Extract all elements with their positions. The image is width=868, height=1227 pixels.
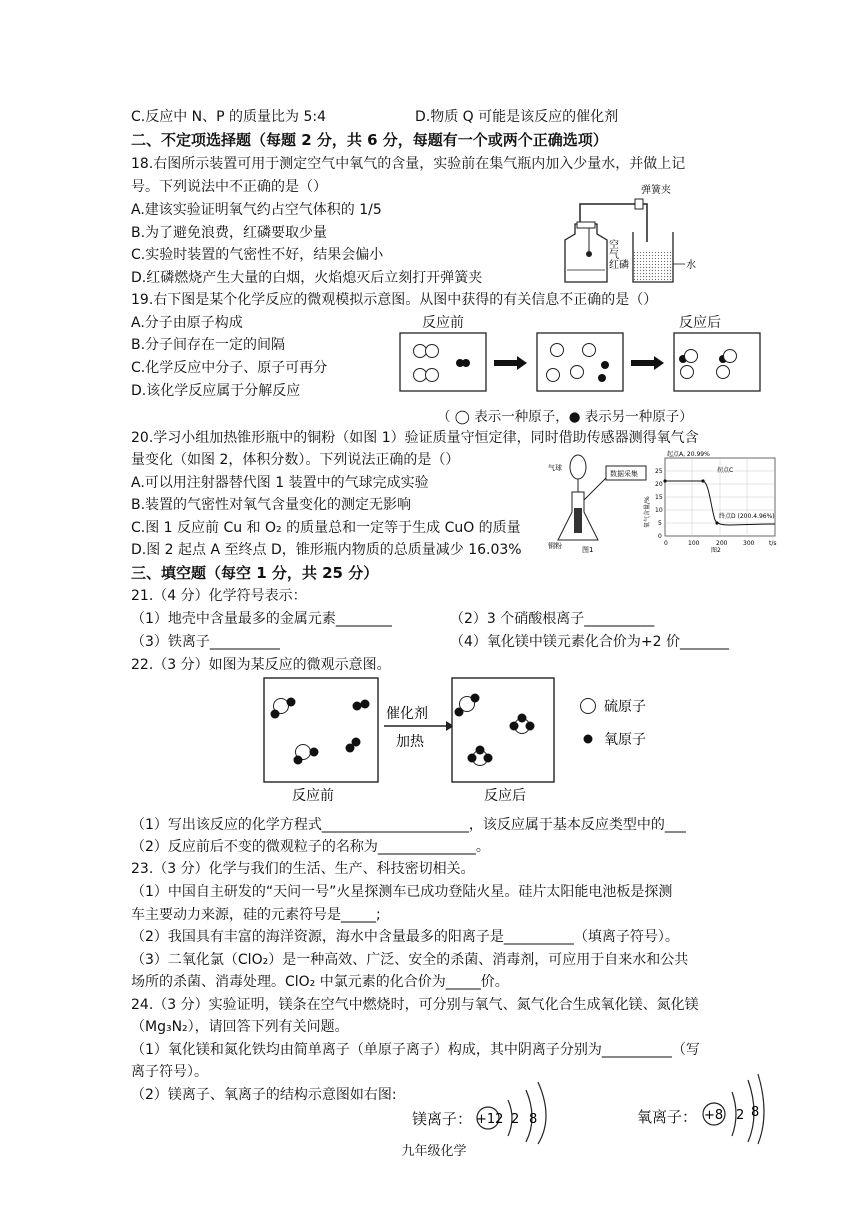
fig19-reaction-diagram (399, 332, 769, 394)
q21-stem: 21.（4 分）化学符号表示： (131, 588, 307, 604)
svg-text:图1: 图1 (582, 546, 594, 554)
svg-text:0: 0 (664, 540, 668, 547)
svg-text:铜粉: 铜粉 (548, 542, 562, 550)
svg-text:20: 20 (655, 481, 663, 488)
svg-text:终点D (200.4.96%): 终点D (200.4.96%) (719, 513, 775, 520)
svg-text:催化剂: 催化剂 (386, 706, 428, 722)
q24-stem-2: （Mg₃N₂），请回答下列有关问题。 (131, 1019, 349, 1035)
q18-stem-2: 号。下列说法中不正确的是（） (131, 179, 327, 195)
q17-option-d: D.物质 Q 可能是该反应的催化剂 (415, 109, 619, 125)
svg-text:拐点C: 拐点C (717, 467, 734, 474)
svg-text:t/s: t/s (769, 540, 777, 547)
q23-item-2: （2）我国具有丰富的海洋资源，海水中含量最多的阳离子是__________（填离子符号）。 (131, 929, 679, 945)
q20-option-b: B.装置的气密性对氧气含量变化的测定无影响 (131, 497, 412, 513)
svg-text:200: 200 (716, 540, 728, 547)
section-3-heading: 三、填空题（每空 1 分，共 25 分） (131, 564, 379, 582)
svg-text:反应前: 反应前 (292, 788, 334, 804)
svg-text:2: 2 (511, 1112, 520, 1127)
q23-item-3a: （3）二氧化氯（ClO₂）是一种高效、广泛、安全的杀菌、消毒剂，可应用于自来水和公共 (131, 952, 689, 968)
q18-option-a: A.建该实验证明氧气约占空气体积的 1/5 (131, 202, 382, 218)
q19-option-a: A.分子由原子构成 (131, 315, 243, 331)
fig19-box-before (400, 333, 486, 391)
fig19-after-label: 反应后 (679, 315, 721, 331)
q18-stem-1: 18.右图所示装置可用于测定空气中氧气的含量，实验前在集气瓶内加入少量水，并做上记 (131, 156, 686, 172)
page-footer: 九年级化学 (401, 1144, 467, 1159)
fig19-arrow-2 (631, 356, 664, 370)
svg-text:数据采集: 数据采集 (610, 470, 638, 478)
svg-text:氧原子: 氧原子 (604, 732, 646, 748)
svg-text:5: 5 (658, 520, 662, 527)
q20-stem-1: 20.学习小组加热锥形瓶中的铜粉（如图 1）验证质量守恒定律，同时借助传感器测得氧气含 (131, 430, 699, 446)
mg-ion-label: 镁离子： (412, 1110, 473, 1128)
q18-option-c: C.实验时装置的气密性不好，结果会偏小 (131, 247, 384, 263)
svg-text:红磷: 红磷 (609, 260, 629, 271)
fig22-box-after (452, 678, 554, 782)
q24-item-1b: 离子符号）。 (131, 1064, 208, 1080)
svg-text:0: 0 (658, 533, 662, 540)
q22-item-2: （2）反应前后不变的微观粒子的名称为______________。 (131, 839, 490, 855)
fig19-arrow-1 (494, 356, 527, 370)
o-ion-diagram (700, 1072, 770, 1144)
svg-text:图2: 图2 (711, 547, 721, 554)
svg-text:15: 15 (655, 494, 663, 501)
q18-apparatus-figure (555, 182, 715, 287)
q17-option-c: C.反应中 N、P 的质量比为 5:4 (131, 109, 327, 125)
clip-label: 弹簧夹 (641, 185, 671, 196)
q24-item-1a: （1）氧化镁和氮化铁均由简单离子（单原子离子）构成，其中阴离子分别为__________（写 (131, 1042, 700, 1058)
fig19-legend: （ ◯ 表示一种原子，● 表示另一种原子） (437, 409, 693, 425)
q20-stem-2: 量变化（如图 2，体积分数）。下列说法正确的是（） (131, 452, 460, 468)
fig19-box-middle (537, 333, 623, 391)
svg-text:水: 水 (686, 260, 696, 271)
svg-text:氧气含量/%: 氧气含量/% (644, 496, 651, 528)
q21-item-3: （3）铁离子__________ (131, 634, 280, 650)
fig19-before-label: 反应前 (422, 315, 464, 331)
svg-text:气: 气 (609, 250, 619, 261)
svg-text:2: 2 (736, 1108, 745, 1123)
q19-option-b: B.分子间存在一定的间隔 (131, 337, 286, 353)
q22-stem: 22.（3 分）如图为某反应的微观示意图。 (131, 657, 391, 673)
q20-option-c: C.图 1 反应前 Cu 和 O₂ 的质量总和一定等于生成 CuO 的质量 (131, 520, 521, 536)
q21-item-2: （2）3 个硝酸根离子__________ (450, 611, 655, 627)
q21-item-4: （4）氧化镁中镁元素化合价为+2 价_______ (450, 634, 729, 650)
q23-item-1b: 车主要动力来源，硅的元素符号是_____; (131, 907, 381, 923)
stopper (577, 222, 595, 228)
svg-text:空: 空 (609, 240, 619, 251)
q23-item-1a: （1）中国自主研发的“天问一号”火星探测车已成功登陆火星。硅片太阳能电池板是探测 (131, 884, 673, 900)
q20-option-d: D.图 2 起点 A 至终点 D，锥形瓶内物质的总质量减少 16.03% (131, 542, 522, 558)
svg-text:+12: +12 (476, 1112, 504, 1127)
balloon-icon (570, 455, 586, 479)
sulfur-legend-icon (581, 699, 596, 714)
fig22-reaction-diagram (262, 676, 662, 806)
svg-text:100: 100 (688, 540, 700, 547)
svg-text:300: 300 (743, 540, 755, 547)
q24-stem-1: 24.（3 分）实验证明，镁条在空气中燃烧时，可分别与氧气、氮气化合生成氧化镁、氮化镁 (131, 997, 699, 1013)
svg-text:气球: 气球 (548, 464, 562, 472)
o-ion-label: 氧离子： (637, 1108, 698, 1126)
q18-option-b: B.为了避免浪费，红磷要取少量 (131, 225, 328, 241)
q19-option-c: C.化学反应中分子、原子可再分 (131, 360, 328, 376)
q20-option-a: A.可以用注射器替代图 1 装置中的气球完成实验 (131, 475, 429, 491)
q18-option-d: D.红磷燃烧产生大量的白烟，火焰熄灭后立刻打开弹簧夹 (131, 270, 483, 286)
q23-item-3b: 场所的杀菌、消毒处理。ClO₂ 中氯元素的化合价为_____价。 (131, 974, 509, 990)
svg-text:8: 8 (751, 1105, 760, 1120)
svg-text:+8: +8 (704, 1108, 724, 1123)
oxygen-legend-icon (584, 735, 593, 744)
section-2-heading: 二、不定项选择题（每题 2 分，共 6 分，每题有一个或两个正确选项） (131, 131, 608, 149)
spring-clip (635, 199, 643, 209)
svg-text:8: 8 (529, 1112, 538, 1127)
fig20-apparatus (548, 452, 648, 552)
svg-text:反应后: 反应后 (484, 788, 526, 804)
svg-text:起点A, 20.99%: 起点A, 20.99% (667, 451, 710, 458)
q19-stem: 19.右下图是某个化学反应的微观模拟示意图。从图中获得的有关信息不正确的是（） (131, 292, 658, 308)
gas-bottle (565, 224, 607, 282)
svg-text:25: 25 (655, 468, 663, 475)
fig22-box-before (264, 678, 378, 782)
q22-item-1: （1）写出该反应的化学方程式_____________________，该反应属于基本反应类型中的___ (131, 817, 686, 833)
q21-item-1: （1）地壳中含量最多的金属元素________ (131, 611, 392, 627)
q19-option-d: D.该化学反应属于分解反应 (131, 383, 301, 399)
svg-text:加热: 加热 (396, 734, 424, 750)
fig19-box-after (674, 333, 760, 391)
svg-text:10: 10 (655, 507, 663, 514)
q24-item-2: （2）镁离子、氧离子的结构示意图如右图: (131, 1087, 397, 1103)
svg-text:硫原子: 硫原子 (604, 699, 646, 715)
mg-ion-diagram (474, 1074, 564, 1144)
q23-stem: 23.（3 分）化学与我们的生活、生产、科技密切相关。 (131, 861, 475, 877)
fig20-oxygen-chart (645, 448, 785, 554)
